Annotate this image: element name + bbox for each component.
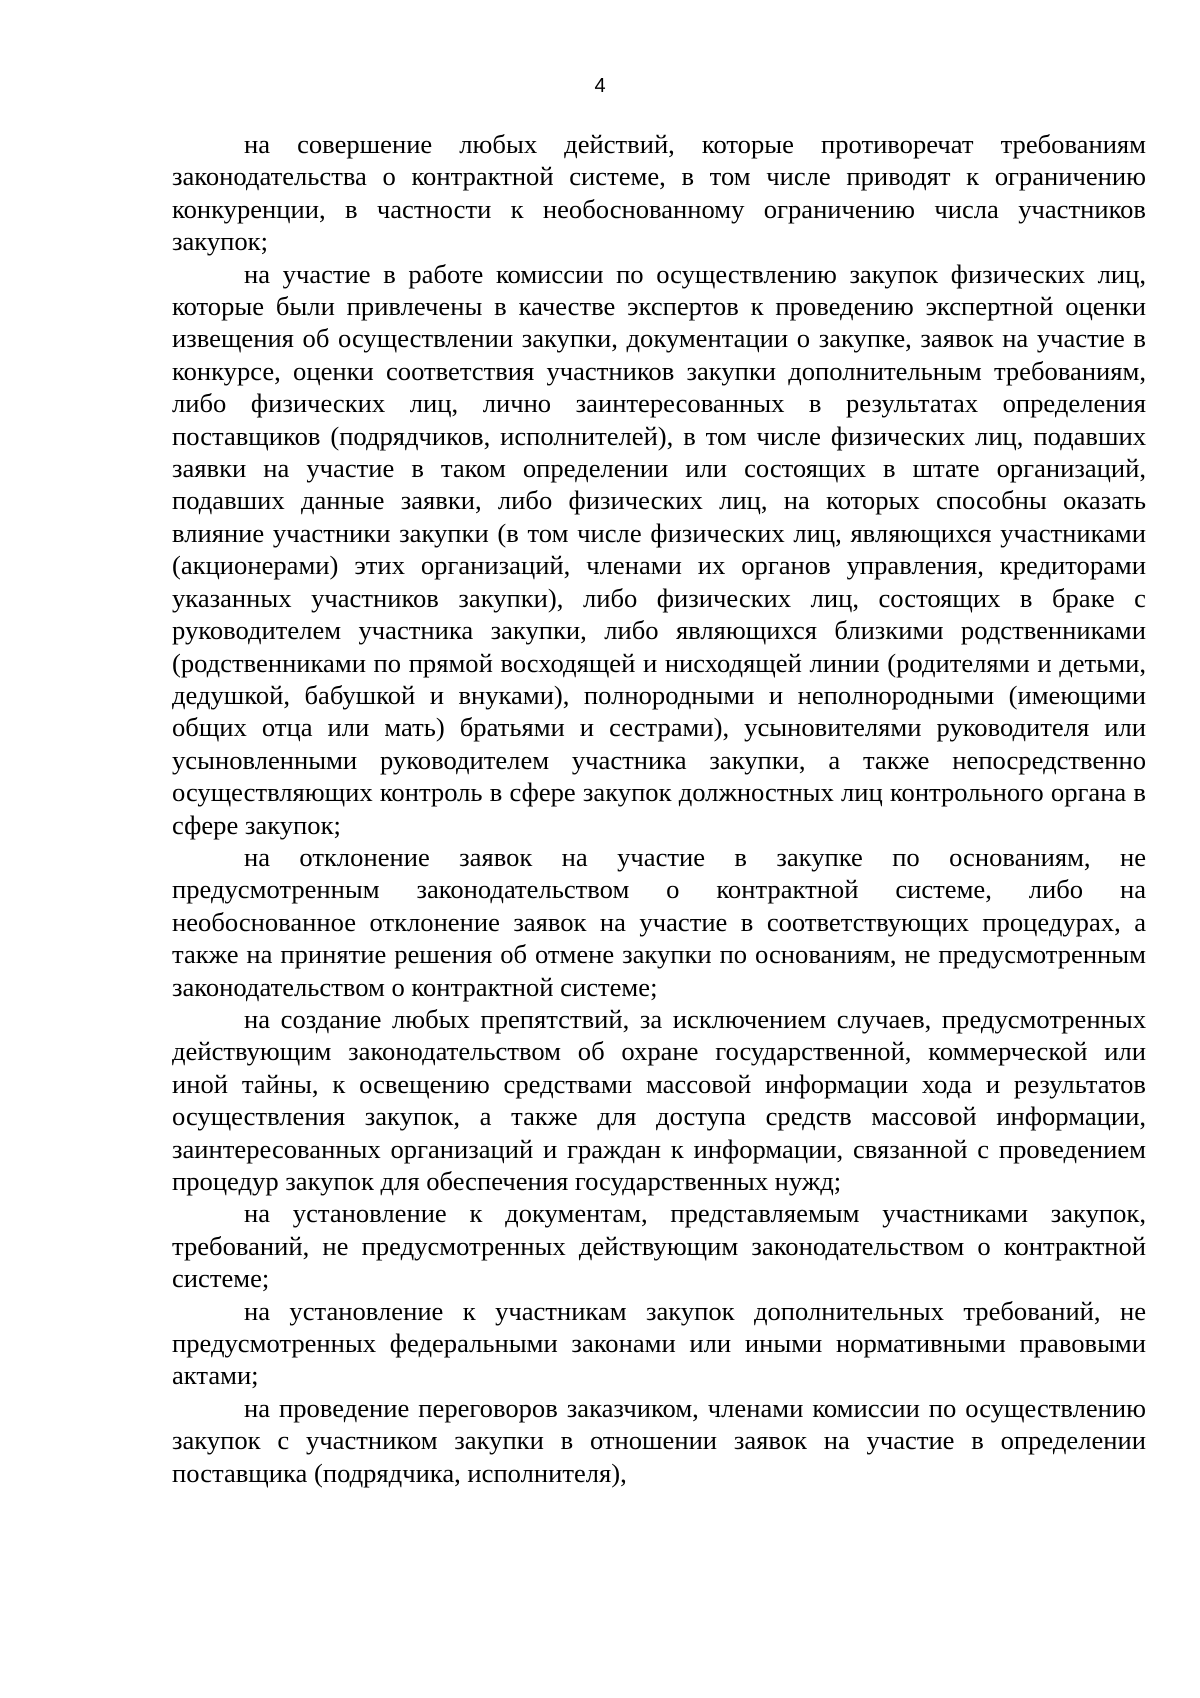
paragraph-6: на установление к участникам закупок дополнительных требований, не предусмотренных федеральными законами или иными нормативными правовыми актами; bbox=[172, 1295, 1146, 1391]
paragraph-5: на установление к документам, представляемым участниками закупок, требований, не предусмотренных действующим законодательством о контрактной системе; bbox=[172, 1198, 1146, 1294]
paragraph-1: на совершение любых действий, которые противоречат требованиям законодательства о контрактной системе, в том числе приводят к ограничению конкуренции, в частности к необоснованному ограничению числа участников закупок; bbox=[172, 129, 1146, 257]
document-body bbox=[172, 128, 1146, 1489]
paragraph-7: на проведение переговоров заказчиком, членами комиссии по осуществлению закупок с участником закупки в отношении заявок на участие в определении поставщика (подрядчика, исполнителя), bbox=[172, 1392, 1146, 1488]
paragraph-2: на участие в работе комиссии по осуществлению закупок физических лиц, которые были привлечены в качестве экспертов к проведению экспертной оценки извещения об осуществлении закупки, документации о закупке, заявок на участие в конкурсе, оценки соответствия участников закупки дополнительным требованиям, либо физических лиц, лично заинтересованных в результатах определения поставщиков (подрядчиков, исполнителей), в том числе физических лиц, подавших заявки на участие в таком определении или состоящих в штате организаций, подавших данные заявки, либо физических лиц, на которых способны оказать влияние участники закупки (в том числе физических лиц, являющихся участниками (акционерами) этих организаций, членами их органов управления, кредиторами указанных участников закупки), либо физических лиц, состоящих в браке с руководителем участника закупки, либо являющихся близкими родственниками (родственниками по прямой восходящей и нисходящей линии (родителями и детьми, дедушкой, бабушкой и внуками), полнородными и неполнородными (имеющими общих отца или мать) братьями и сестрами), усыновителями руководителя или усыновленными руководителем участника закупки, а также непосредственно осуществляющих контроль в сфере закупок должностных лиц контрольного органа в сфере закупок; bbox=[172, 258, 1146, 840]
paragraph-4: на создание любых препятствий, за исключением случаев, предусмотренных действующим законодательством об охране государственной, коммерческой или иной тайны, к освещению средствами массовой информации хода и результатов осуществления закупок, а также для доступа средств массовой информации, заинтересованных организаций и граждан к информации, связанной с проведением процедур закупок для обеспечения государственных нужд; bbox=[172, 1003, 1146, 1196]
page-number: 4 bbox=[594, 75, 606, 97]
paragraph-3: на отклонение заявок на участие в закупке по основаниям, не предусмотренным законодательством о контрактной системе, либо на необоснованное отклонение заявок на участие в соответствующих процедурах, а также на принятие решения об отмене закупки по основаниям, не предусмотренным законодательством о контрактной системе; bbox=[172, 841, 1146, 1002]
